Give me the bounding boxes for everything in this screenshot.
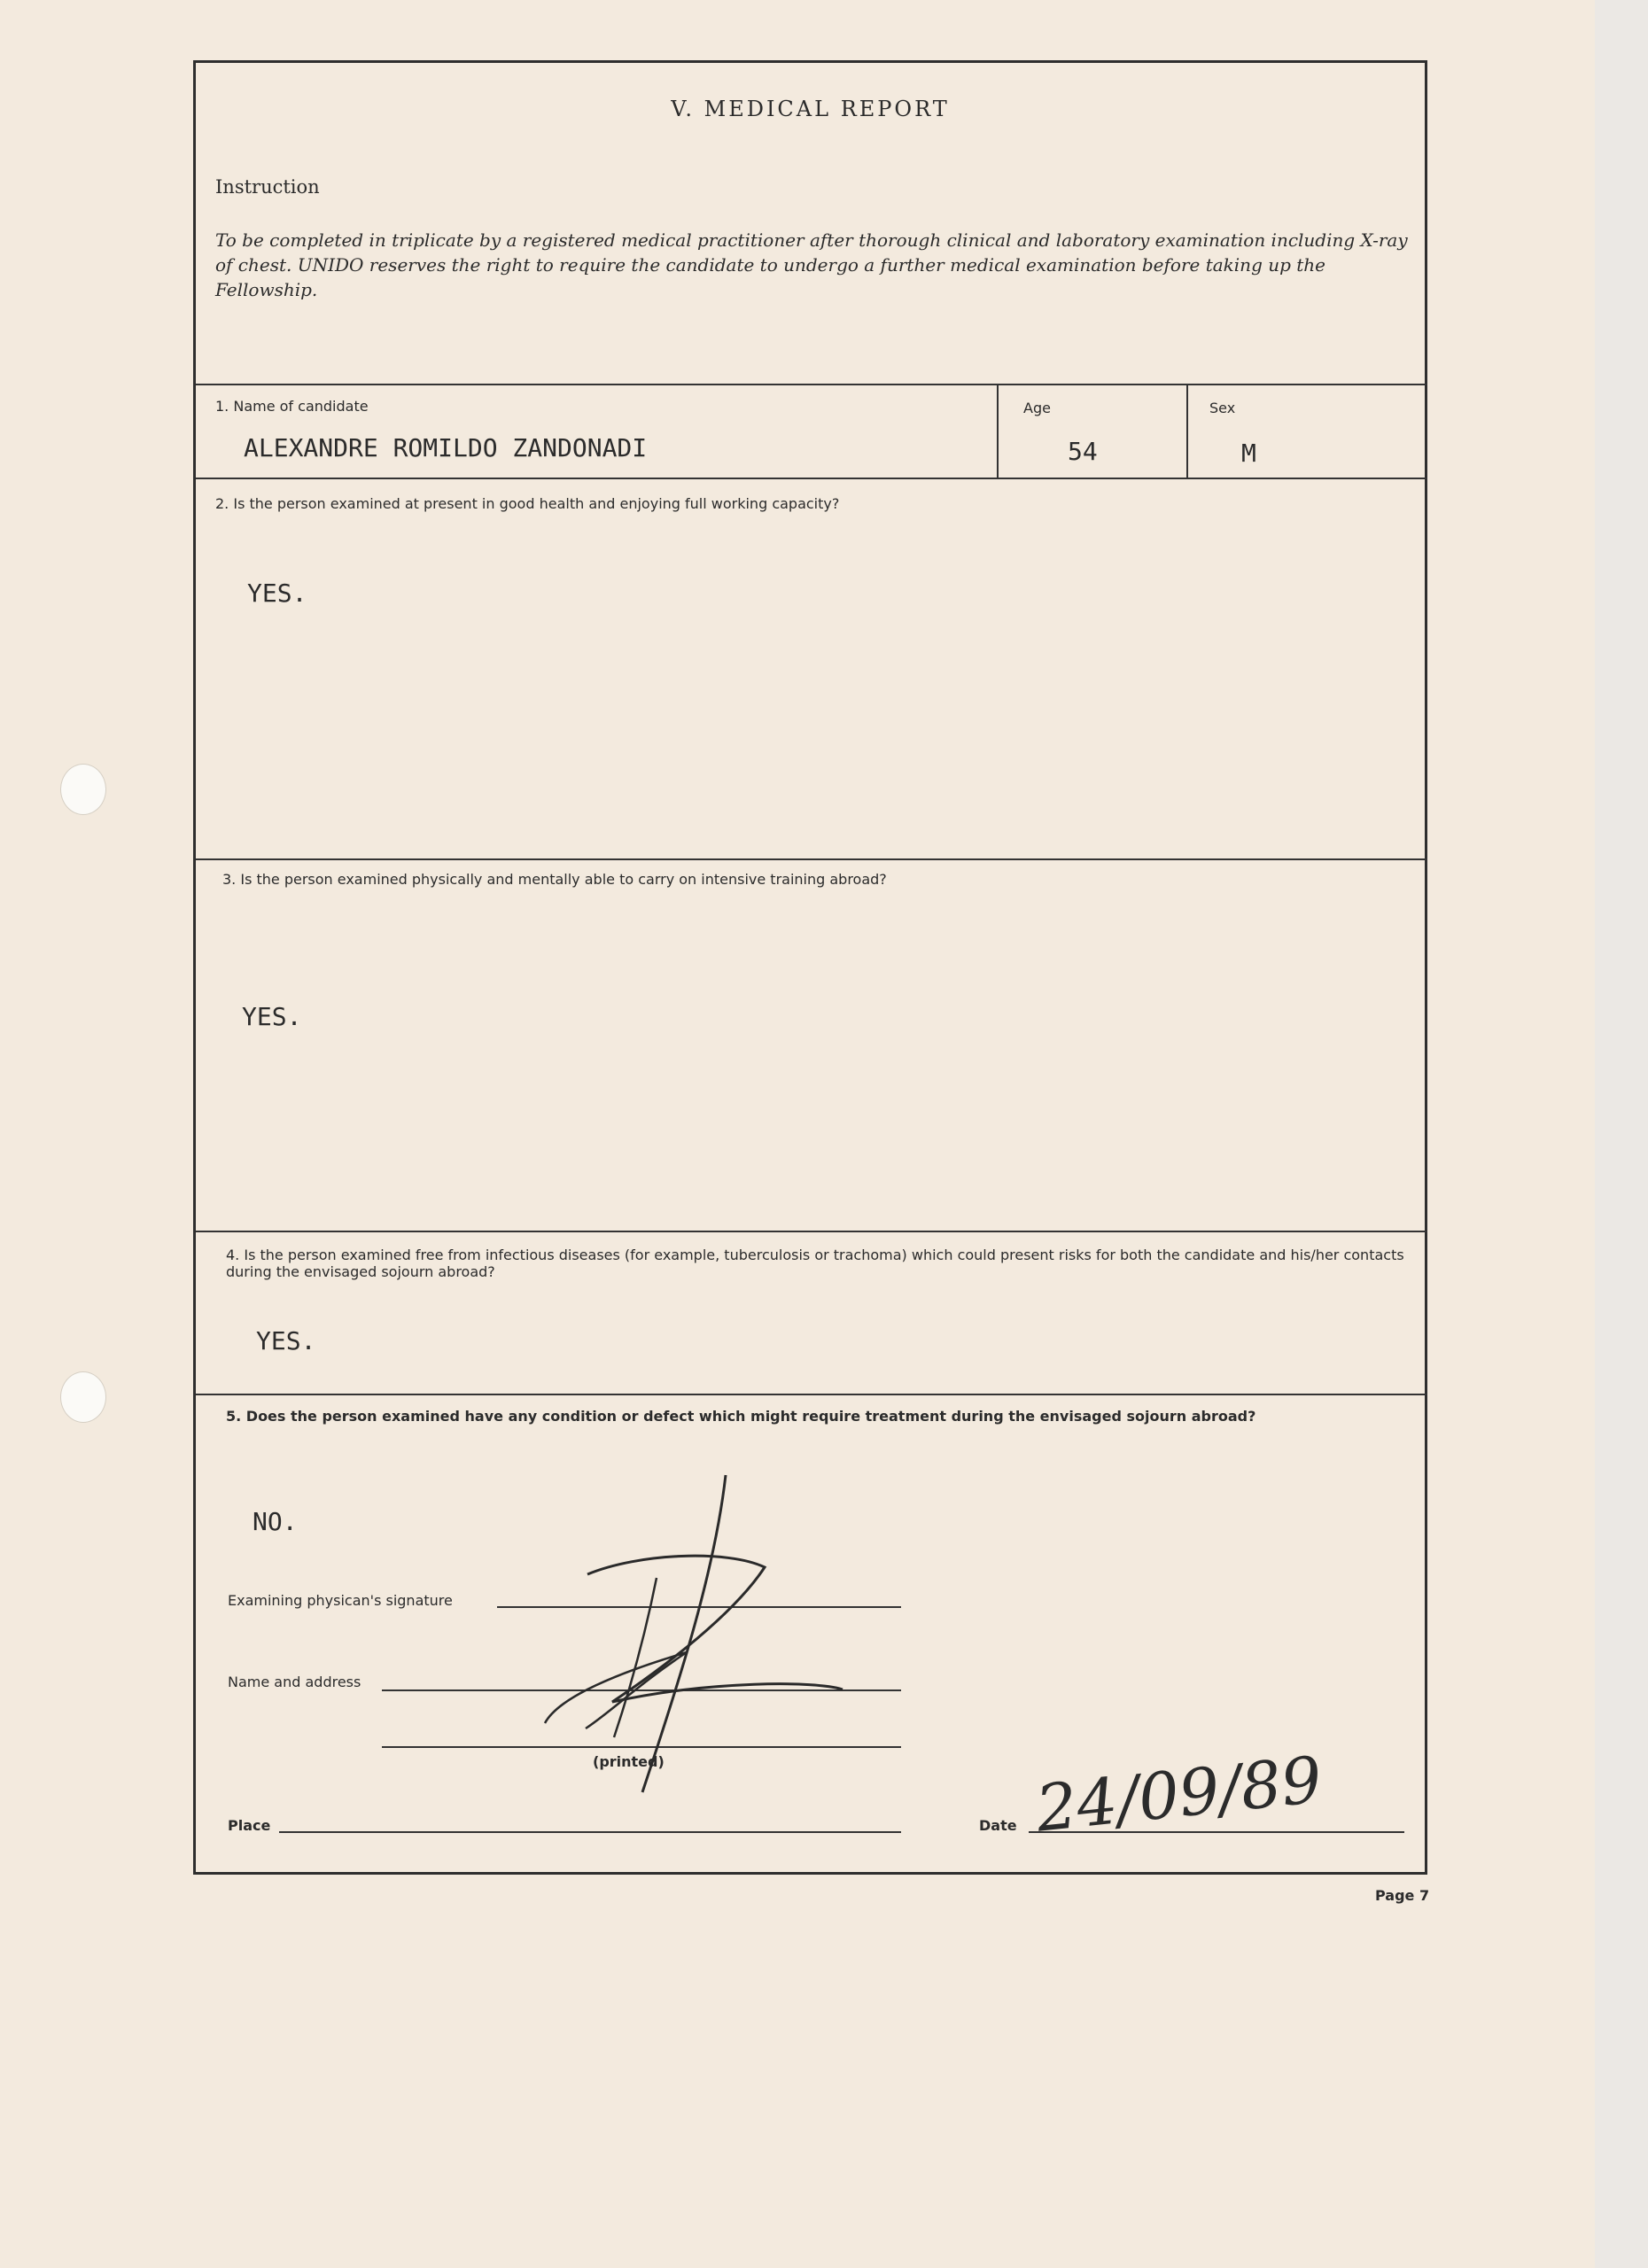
q5-label: 5. Does the person examined have any condition or defect which might require treatment during the envisaged sojourn abroad? [226,1408,1256,1425]
date-label: Date [979,1817,1017,1834]
q4-label: 4. Is the person examined free from infectious diseases (for example, tuberculosis or trachoma) which could present risks for both the candidate and his/her contacts during the envisaged sojourn abroad? [226,1247,1404,1280]
page-number: Page 7 [1375,1887,1430,1904]
printed-label: (printed) [593,1753,665,1770]
q4-answer: YES. [256,1326,316,1355]
divider-after-instructions [196,384,1427,385]
q2-label: 2. Is the person examined at present in good health and enjoying full working capacity? [215,495,840,512]
physician-signature [532,1472,922,1808]
medical-report-form [193,60,1427,1875]
form-title: V. MEDICAL REPORT [671,97,950,121]
divider-age-sex [1186,384,1188,478]
q1-label: 1. Name of candidate [215,398,369,415]
handwritten-date: 24/09/89 [1032,1742,1325,1846]
signature-label: Examining physican's signature [228,1592,453,1609]
divider-after-q1 [196,478,1427,479]
q3-label: 3. Is the person examined physically and mentally able to carry on intensive training abroad? [222,871,887,888]
sex-value: M [1241,439,1256,468]
q3-answer: YES. [242,1002,302,1031]
instruction-label: Instruction [215,176,320,198]
place-label: Place [228,1817,271,1834]
divider-after-q2 [196,858,1427,860]
sex-label: Sex [1209,400,1236,416]
divider-after-q3 [196,1231,1427,1232]
punch-hole-upper [60,764,106,815]
divider-name-age [997,384,999,478]
place-line [279,1831,901,1833]
punch-hole-lower [60,1371,106,1423]
q2-answer: YES. [247,579,307,608]
divider-after-q4 [196,1394,1427,1395]
instruction-text: To be completed in triplicate by a registered medical practitioner after thorough clinical and laboratory examination including X-ray of chest. UNIDO reserves the right to require the candidate to undergo a further medical examination before taking up the Fellowship. [215,229,1408,300]
age-value: 54 [1068,437,1098,466]
candidate-name: ALEXANDRE ROMILDO ZANDONADI [244,433,648,462]
q5-answer: NO. [253,1507,298,1536]
name-address-label: Name and address [228,1674,361,1690]
scanner-background-edge [1595,0,1648,2268]
age-label: Age [1023,400,1051,416]
